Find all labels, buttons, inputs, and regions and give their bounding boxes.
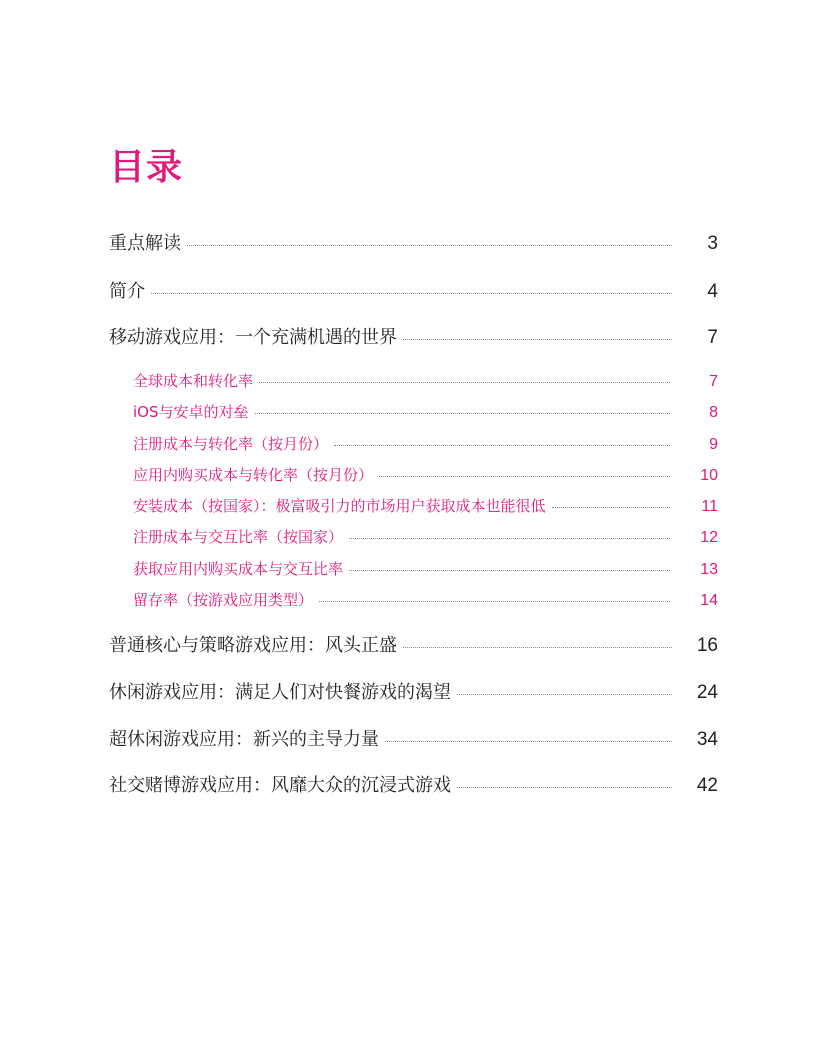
toc-entry-page-number: 3 [707,233,718,254]
toc-subentry[interactable] [133,590,718,610]
dotted-leader [334,445,670,446]
toc-entry-page-number: 7 [707,327,718,348]
toc-entry[interactable] [109,728,718,752]
toc-subentry-page-number: 7 [709,373,718,390]
toc-entry-label: 重点解读 [109,233,181,254]
dotted-leader [379,476,670,477]
toc-subentry-label: 安装成本（按国家）：极富吸引力的市场用户获取成本也能很低 [133,497,546,515]
toc-entry-label: 社交赌博游戏应用：风靡大众的沉浸式游戏 [109,775,451,796]
toc-subentry-page-number: 10 [700,467,718,484]
toc-subentry[interactable] [133,371,718,391]
toc-subentry[interactable] [133,465,718,485]
toc-entry-page-number: 16 [696,635,718,656]
dotted-leader [187,245,672,246]
toc-entry[interactable] [109,681,718,705]
toc-subentry-page-number: 14 [700,592,718,609]
dotted-leader [385,741,672,742]
dotted-leader [319,601,670,602]
dotted-leader [255,413,671,414]
toc-entry-label: 移动游戏应用：一个充满机遇的世界 [109,327,397,348]
toc-entry-label: 普通核心与策略游戏应用：风头正盛 [109,635,397,656]
dotted-leader [457,694,672,695]
toc-entry-label: 简介 [109,281,145,302]
toc-entry[interactable] [109,634,718,658]
toc-subentry-page-number: 9 [709,436,718,453]
toc-subentry-label: 留存率（按游戏应用类型） [133,591,314,609]
toc-entry-page-number: 24 [696,682,718,703]
dotted-leader [552,507,670,508]
toc-entry[interactable] [109,326,718,350]
toc-subentry[interactable] [133,402,718,422]
toc-subentry-page-number: 11 [701,498,718,515]
dotted-leader [457,787,672,788]
toc-subentry[interactable] [133,527,718,547]
toc-subentry-label: 注册成本与交互比率（按国家） [133,528,344,546]
dotted-leader [151,293,672,294]
toc-subentry-label: 全球成本和转化率 [133,372,254,390]
toc-entry-page-number: 4 [707,281,718,302]
toc-subentry[interactable] [133,496,718,516]
toc-subentry-page-number: 12 [700,529,718,546]
toc-subentry-label: iOS与安卓的对垒 [133,403,249,421]
toc-subentry-label: 注册成本与转化率（按月份） [133,435,329,453]
dotted-leader [349,538,670,539]
toc-subentry[interactable] [133,434,718,454]
toc-entry-page-number: 42 [696,775,718,796]
toc-entry-label: 超休闲游戏应用：新兴的主导力量 [109,729,379,750]
toc-subentry-page-number: 8 [709,404,718,421]
toc-entry[interactable] [109,280,718,304]
page-title: 目录 [109,147,184,188]
toc-entry[interactable] [109,774,718,798]
toc-entry-page-number: 34 [696,729,718,750]
toc-subentry-label: 应用内购买成本与转化率（按月份） [133,466,374,484]
dotted-leader [403,339,672,340]
toc-subentry-label: 获取应用内购买成本与交互比率 [133,560,344,578]
toc-subentry[interactable] [133,559,718,579]
dotted-leader [403,647,672,648]
toc-entry-label: 休闲游戏应用：满足人们对快餐游戏的渴望 [109,682,451,703]
dotted-leader [349,570,670,571]
toc-subentry-page-number: 13 [700,561,718,578]
toc-entry[interactable] [109,232,718,256]
dotted-leader [259,382,670,383]
